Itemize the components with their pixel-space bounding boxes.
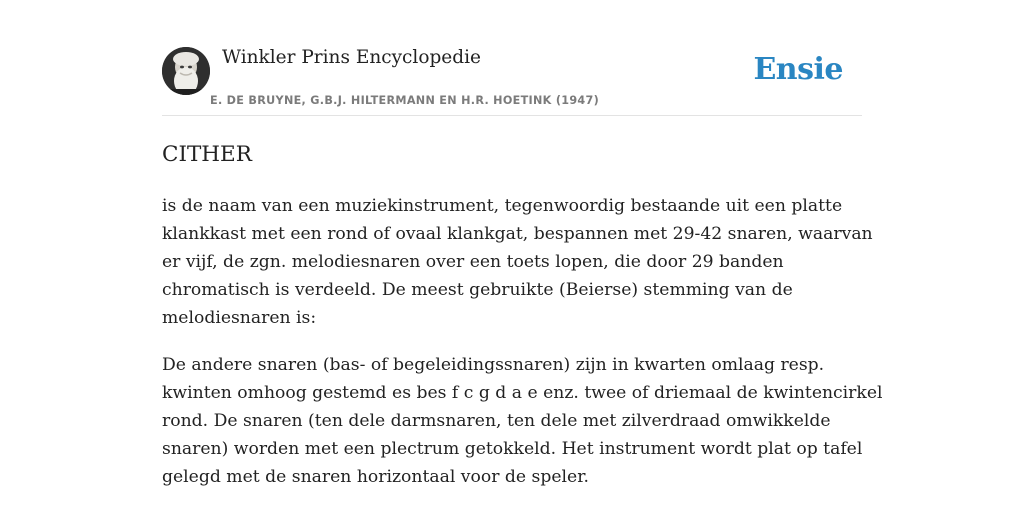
paragraph-line: er vijf, de zgn. melodiesnaren over een toets lopen, die door 29 banden	[162, 252, 784, 272]
portrait-avatar-icon[interactable]	[162, 47, 210, 95]
paragraph-2	[162, 351, 883, 491]
paragraph-line: gelegd met de snaren horizontaal voor de speler.	[162, 467, 589, 487]
site-title[interactable]: Winkler Prins Encyclopedie	[222, 47, 481, 68]
entry-title: CITHER	[162, 142, 252, 167]
paragraph-line: is de naam van een muziekinstrument, tegenwoordig bestaande uit een platte	[162, 196, 843, 216]
paragraph-1	[162, 192, 873, 332]
paragraph-line: De andere snaren (bas- of begeleidingssnaren) zijn in kwarten omlaag resp.	[162, 355, 825, 375]
paragraph-line: snaren) worden met een plectrum getokkeld. Het instrument wordt plat op tafel	[162, 439, 863, 459]
authors-byline: E. DE BRUYNE, G.B.J. HILTERMANN EN H.R. HOETINK (1947)	[210, 94, 599, 107]
paragraph-line: melodiesnaren is:	[162, 308, 317, 328]
site-header	[162, 46, 862, 116]
paragraph-line: chromatisch is verdeeld. De meest gebruikte (Beierse) stemming van de	[162, 280, 793, 300]
paragraph-line: rond. De snaren (ten dele darmsnaren, ten dele met zilverdraad omwikkelde	[162, 411, 831, 431]
brand-logo-link[interactable]: Ensie	[753, 52, 843, 87]
paragraph-line: klankkast met een rond of ovaal klankgat, bespannen met 29-42 snaren, waarvan	[162, 224, 873, 244]
entry-content	[162, 192, 883, 510]
paragraph-line: kwinten omhoog gestemd es bes f c g d a e enz. twee of driemaal de kwintencirkel	[162, 383, 883, 403]
